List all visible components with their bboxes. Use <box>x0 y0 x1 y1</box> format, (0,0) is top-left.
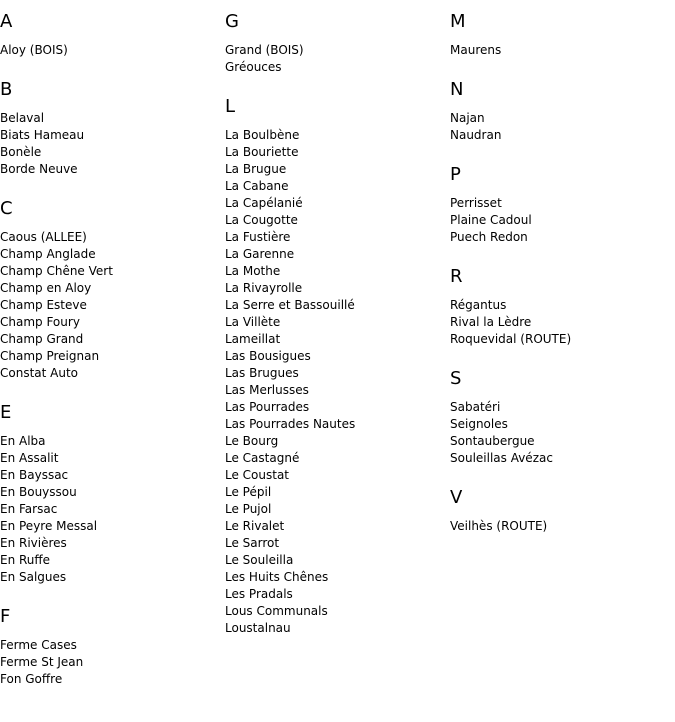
place-entry: Las Bousigues <box>225 349 311 363</box>
place-entry: En Bouyssou <box>0 485 77 499</box>
place-entry: La Fustière <box>225 230 291 244</box>
letter-section-e <box>0 401 220 586</box>
place-entry: Ferme Cases <box>0 638 77 652</box>
place-entry: Le Pépil <box>225 485 272 499</box>
place-entry: Veilhès (ROUTE) <box>450 519 548 533</box>
letter-section-f <box>0 605 220 688</box>
place-entry: Maurens <box>450 43 502 57</box>
entry-list <box>450 518 670 535</box>
place-entry: Champ en Aloy <box>0 281 92 295</box>
entry-list <box>0 42 220 59</box>
place-entry: Grand (BOIS) <box>225 43 304 57</box>
letter-section-b <box>0 78 220 178</box>
place-entry: La Capélanié <box>225 196 303 210</box>
place-entry: En Ruffe <box>0 553 51 567</box>
section-letter-heading: R <box>450 266 463 287</box>
place-entry: La Villète <box>225 315 281 329</box>
place-entry: Le Bourg <box>225 434 279 448</box>
place-entry: Naudran <box>450 128 502 142</box>
place-entry: En Farsac <box>0 502 58 516</box>
place-entry: Caous (ALLEE) <box>0 230 87 244</box>
section-letter-heading: V <box>450 487 463 508</box>
entry-list <box>0 637 220 688</box>
place-entry: Las Brugues <box>225 366 299 380</box>
column-2 <box>225 10 445 656</box>
section-letter-heading: F <box>0 606 11 627</box>
section-letter-heading: G <box>225 11 239 32</box>
place-entry: En Assalit <box>0 451 59 465</box>
place-entry: Plaine Cadoul <box>450 213 532 227</box>
place-entry: Belaval <box>0 111 45 125</box>
place-entry: Gréouces <box>225 60 282 74</box>
place-entry: Champ Grand <box>0 332 84 346</box>
section-letter-heading: N <box>450 79 464 100</box>
place-entry: Puech Redon <box>450 230 528 244</box>
place-entry: Le Rivalet <box>225 519 285 533</box>
place-entry: Borde Neuve <box>0 162 78 176</box>
section-letter-heading: M <box>450 11 466 32</box>
place-entry: Las Pourrades Nautes <box>225 417 356 431</box>
section-letter-heading: A <box>0 11 13 32</box>
place-entry: Le Sarrot <box>225 536 280 550</box>
place-entry: La Bouriette <box>225 145 299 159</box>
letter-section-g <box>225 10 445 76</box>
place-entry: Las Merlusses <box>225 383 309 397</box>
place-entry: Champ Foury <box>0 315 80 329</box>
entry-list <box>450 399 670 467</box>
place-entry: La Cougotte <box>225 213 298 227</box>
place-entry: Aloy (BOIS) <box>0 43 68 57</box>
letter-section-c <box>0 197 220 382</box>
place-entry: En Salgues <box>0 570 67 584</box>
place-entry: La Rivayrolle <box>225 281 303 295</box>
entry-list <box>225 42 445 76</box>
place-entry: Lameillat <box>225 332 281 346</box>
entry-list <box>450 195 670 246</box>
section-letter-heading: C <box>0 198 13 219</box>
place-entry: Bonèle <box>0 145 42 159</box>
place-entry: Ferme St Jean <box>0 655 84 669</box>
place-entry: Biats Hameau <box>0 128 85 142</box>
letter-section-m <box>450 10 670 59</box>
place-entry: Roquevidal (ROUTE) <box>450 332 572 346</box>
place-entry: En Alba <box>0 434 46 448</box>
place-entry: Champ Anglade <box>0 247 96 261</box>
letter-section-s <box>450 367 670 467</box>
place-entry: En Peyre Messal <box>0 519 98 533</box>
place-entry: Le Souleilla <box>225 553 294 567</box>
entry-list <box>0 110 220 178</box>
place-entry: Lous Communals <box>225 604 328 618</box>
section-letter-heading: E <box>0 402 12 423</box>
place-entry: La Boulbène <box>225 128 300 142</box>
section-letter-heading: S <box>450 368 462 389</box>
entry-list <box>450 42 670 59</box>
letter-section-l <box>225 95 445 637</box>
place-entry: Souleillas Avézac <box>450 451 553 465</box>
place-entry: Le Castagné <box>225 451 300 465</box>
place-entry: Najan <box>450 111 485 125</box>
place-entry: Sontaubergue <box>450 434 535 448</box>
entry-list <box>0 229 220 382</box>
entry-list <box>225 127 445 637</box>
section-letter-heading: P <box>450 164 461 185</box>
place-entry: Loustalnau <box>225 621 291 635</box>
place-entry: Champ Esteve <box>0 298 87 312</box>
place-entry: Perrisset <box>450 196 502 210</box>
place-entry: Rival la Lèdre <box>450 315 532 329</box>
column-1 <box>0 10 220 707</box>
place-entry: La Garenne <box>225 247 295 261</box>
section-letter-heading: B <box>0 79 13 100</box>
place-entry: Seignoles <box>450 417 508 431</box>
place-entry: Constat Auto <box>0 366 79 380</box>
place-entry: Le Coustat <box>225 468 290 482</box>
place-entry: Les Pradals <box>225 587 293 601</box>
entry-list <box>450 110 670 144</box>
place-entry: En Rivières <box>0 536 67 550</box>
place-entry: Le Pujol <box>225 502 272 516</box>
place-entry: Champ Preignan <box>0 349 100 363</box>
letter-section-p <box>450 163 670 246</box>
letter-section-v <box>450 486 670 535</box>
place-entry: La Serre et Bassouillé <box>225 298 355 312</box>
column-3 <box>450 10 670 554</box>
place-entry: Régantus <box>450 298 507 312</box>
place-entry: En Bayssac <box>0 468 69 482</box>
letter-section-n <box>450 78 670 144</box>
place-entry: La Brugue <box>225 162 287 176</box>
place-entry: Les Huits Chênes <box>225 570 329 584</box>
place-entry: Sabatéri <box>450 400 501 414</box>
letter-section-a <box>0 10 220 59</box>
section-letter-heading: L <box>225 96 236 117</box>
place-entry: La Cabane <box>225 179 289 193</box>
place-entry: Fon Goffre <box>0 672 63 686</box>
entry-list <box>0 433 220 586</box>
entry-list <box>450 297 670 348</box>
place-entry: Champ Chêne Vert <box>0 264 113 278</box>
place-entry: Las Pourrades <box>225 400 310 414</box>
letter-section-r <box>450 265 670 348</box>
place-entry: La Mothe <box>225 264 281 278</box>
